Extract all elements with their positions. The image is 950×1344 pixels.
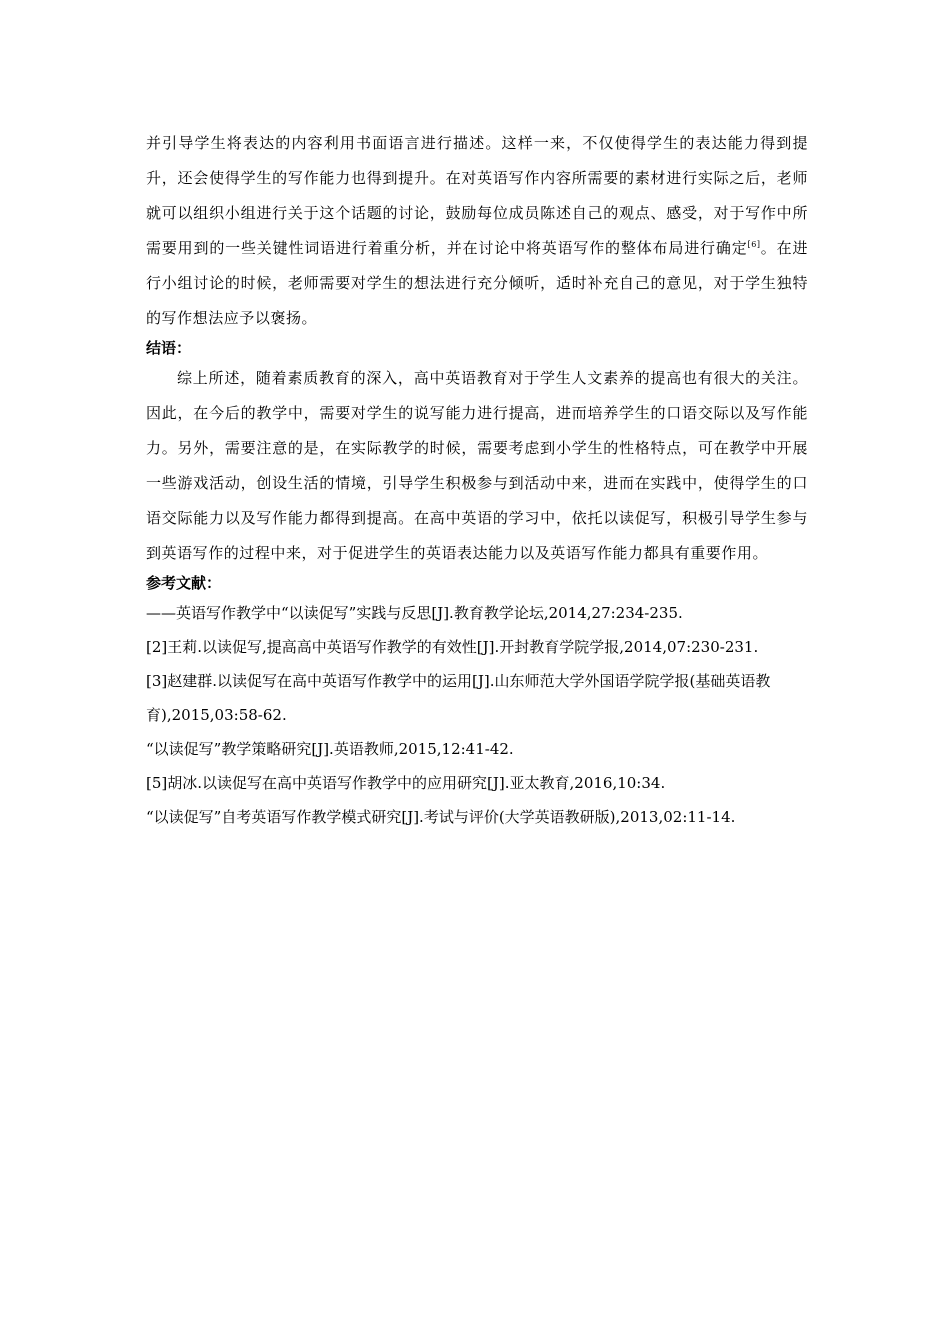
references-heading: 参考文献： <box>146 574 222 592</box>
paragraph-text: 并引导学生将表达的内容利用书面语言进行描述。这样一来，不仅使得学生的表达能力得到提升，还会使得学生的写作能力也得到提升。在对英语写作内容所需要的素材进行实际之后，老师就可以组织小组进行关于这个话题的讨论，鼓励每位成员陈述自己的观点、感受，对于写作中所需要用到的一些关键性词语进行着重分析，并在讨论中将英语写作的整体布局进行确定 <box>146 134 808 257</box>
reference-item: ——英语写作教学中“以读促写”实践与反思[J].教育教学论坛,2014,27:234-235. <box>146 604 683 622</box>
reference-item: [2]王莉.以读促写,提高高中英语写作教学的有效性[J].开封教育学院学报,2014,07:230-231. <box>146 638 759 656</box>
citation-marker: [6] <box>747 240 761 249</box>
document-page <box>146 126 808 834</box>
reference-item: [3]赵建群.以读促写在高中英语写作教学中的运用[J].山东师范大学外国语学院学报(基础英语教育),2015,03:58-62. <box>146 672 771 724</box>
reference-item: “以读促写”教学策略研究[J].英语教师,2015,12:41-42. <box>146 740 514 758</box>
conclusion-paragraph: 综上所述，随着素质教育的深入，高中英语教育对于学生人文素养的提高也有很大的关注。因此，在今后的教学中，需要对学生的说写能力进行提高，进而培养学生的口语交际以及写作能力。另外，需要注意的是，在实际教学的时候，需要考虑到小学生的性格特点，可在教学中开展一些游戏活动，创设生活的情境，引导学生积极参与到活动中来，进而在实践中，使得学生的口语交际能力以及写作能力都得到提高。在高中英语的学习中，依托以读促写，积极引导学生参与到英语写作的过程中来，对于促进学生的英语表达能力以及英语写作能力都具有重要作用。 <box>146 369 808 562</box>
references-list <box>146 596 808 834</box>
body-paragraph <box>146 126 808 336</box>
reference-item: [5]胡冰.以读促写在高中英语写作教学中的应用研究[J].亚太教育,2016,10:34. <box>146 774 666 792</box>
reference-item: “以读促写”自考英语写作教学模式研究[J].考试与评价(大学英语教研版),2013,02:11-14. <box>146 808 736 826</box>
paragraph-text-continued: 。在进行小组讨论的时候，老师需要对学生的想法进行充分倾听，适时补充自己的意见，对于学生独特的写作想法应予以褒扬。 <box>146 239 809 327</box>
conclusion-heading: 结语： <box>146 339 192 357</box>
